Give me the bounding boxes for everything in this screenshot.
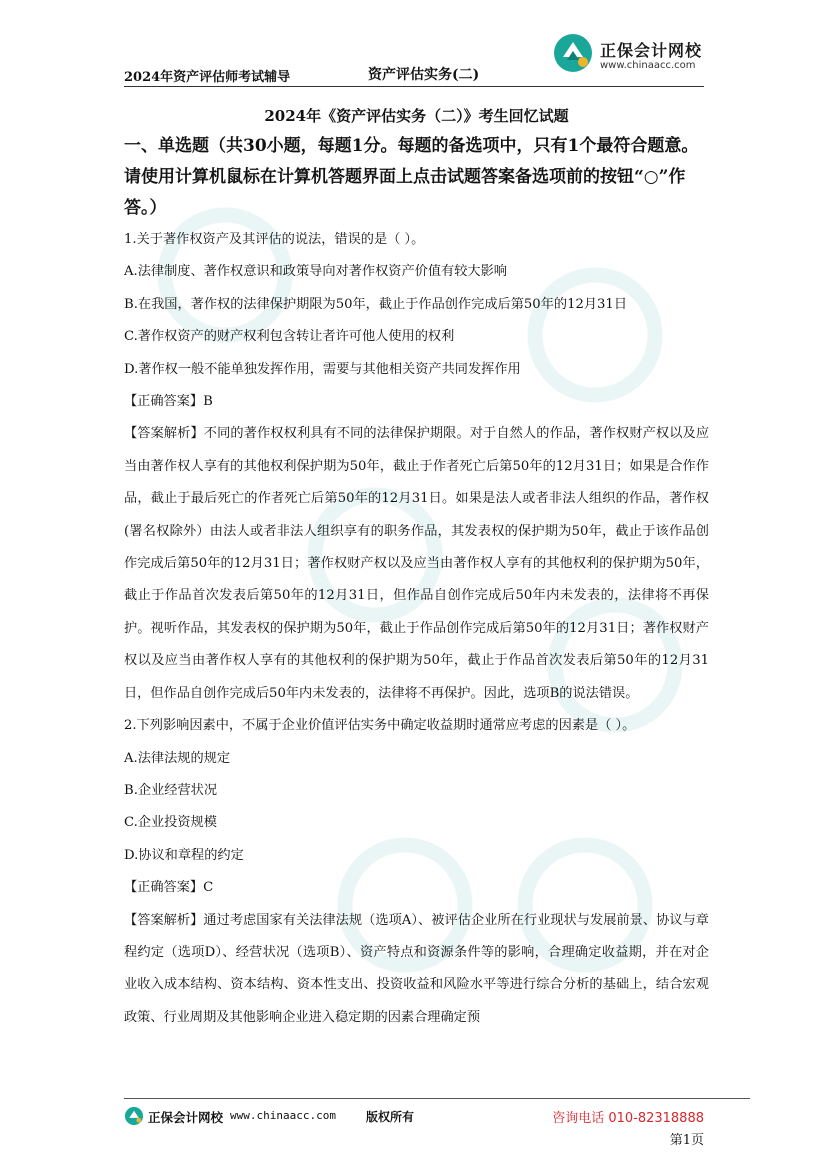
question-2	[124, 710, 709, 1034]
option-a: A.法律制度、著作权意识和政策导向对著作权资产价值有较大影响	[124, 264, 507, 280]
option-d: D.协议和章程的约定	[124, 847, 244, 863]
correct-answer	[124, 872, 709, 904]
option-a: A.法律法规的规定	[124, 750, 231, 766]
analysis-text: 通过考虑国家有关法律法规（选项A）、被评估企业所在行业现状与发展前景、协议与章程约定（选项D）、经营状况（选项B）、资产特点和资源条件等的影响，合理确定收益期，并在对企业收入成本结构、资本结构、资本性支出、投资收益和风险水平等进行综合分析的基础上，结合宏观政策、行业周期及其他影响企业进入稳定期的因素合理确定预	[124, 912, 709, 1025]
answer-analysis	[124, 418, 709, 710]
page-number: 第1页	[669, 1133, 704, 1148]
option-d: D.著作权一般不能单独发挥作用，需要与其他相关资产共同发挥作用	[124, 361, 521, 377]
analysis-label: 【答案解析】	[124, 426, 204, 442]
section-heading: 一、单选题（共30小题，每题1分。每题的备选项中，只有1个最符合题意。请使用计算机鼠标在计算机答题界面上点击试题答案备选项前的按钮“○”作答。）	[124, 136, 699, 218]
page-footer	[124, 1098, 750, 1158]
correct-answer	[124, 386, 709, 418]
footer-divider	[124, 1098, 750, 1099]
logo-website: www.chinaacc.com	[600, 60, 696, 71]
chinaacc-logo-icon	[552, 32, 594, 74]
header-divider	[124, 86, 704, 87]
option-c: C.企业投资规模	[124, 815, 217, 831]
answer-value: B	[203, 394, 213, 410]
answer-label: 【正确答案】	[124, 880, 204, 896]
header-subject-label: 资产评估实务(二)	[368, 67, 480, 83]
page-title: 2024年《资产评估实务（二）》考生回忆试题	[264, 107, 569, 125]
logo-brand-name: 正保会计网校	[600, 41, 703, 60]
footer-website-link[interactable]: www.chinaacc.com	[230, 1109, 336, 1122]
option-b: B.企业经营状况	[124, 782, 218, 798]
question-stem: 1.关于著作权资产及其评估的说法，错误的是（ ）。	[124, 232, 425, 247]
brand-logo[interactable]	[552, 30, 712, 76]
question-stem: 2.下列影响因素中，不属于企业价值评估实务中确定收益期时通常应考虑的因素是（ ）。	[124, 718, 636, 734]
answer-label: 【正确答案】	[124, 394, 204, 410]
footer-copyright: 版权所有	[366, 1110, 415, 1124]
document-body	[124, 96, 709, 1034]
answer-analysis	[124, 905, 709, 1035]
page-header	[124, 30, 704, 86]
option-c: C.著作权资产的财产权利包含转让者许可他人使用的权利	[124, 329, 455, 345]
footer-brand: 正保会计网校	[148, 1110, 224, 1125]
analysis-label: 【答案解析】	[124, 912, 204, 928]
answer-value: C	[203, 880, 214, 896]
footer-phone: 咨询电话 010-82318888	[552, 1111, 704, 1126]
analysis-text: 不同的著作权权利具有不同的法律保护期限。对于自然人的作品，著作权财产权以及应当由著作权人享有的其他权利保护期为50年，截止于作者死亡后第50年的12月31日；如果是合作作品，截止于最后死亡的作者死亡后第50年的12月31日。如果是法人或者非法人组织的作品，著作权(署名权除外）由法人或者非法人组织享有的职务作品，其发表权的保护期为50年，截止于该作品创作完成后第50年的12月31日；著作权财产权以及应当由著作权人享有的其他权利的保护期为50年，截止于作品首次发表后第50年的12月31日，但作品自创作完成后50年内未发表的，法律将不再保护。视听作品，其发表权的保护期为50年，截止于作品创作完成后第50年的12月31日；著作权财产权以及应当由著作权人享有的其他权利的保护期为50年，截止于作品首次发表后第50年的12月31日，但作品自创作完成后50年内未发表的，法律将不再保护。因此，选项B的说法错误。	[124, 426, 710, 701]
question-1	[124, 224, 709, 710]
option-b: B.在我国，著作权的法律保护期限为50年，截止于作品创作完成后第50年的12月31日	[124, 296, 628, 312]
chinaacc-logo-icon	[124, 1106, 144, 1126]
header-course-label: 2024年资产评估师考试辅导	[124, 70, 291, 85]
